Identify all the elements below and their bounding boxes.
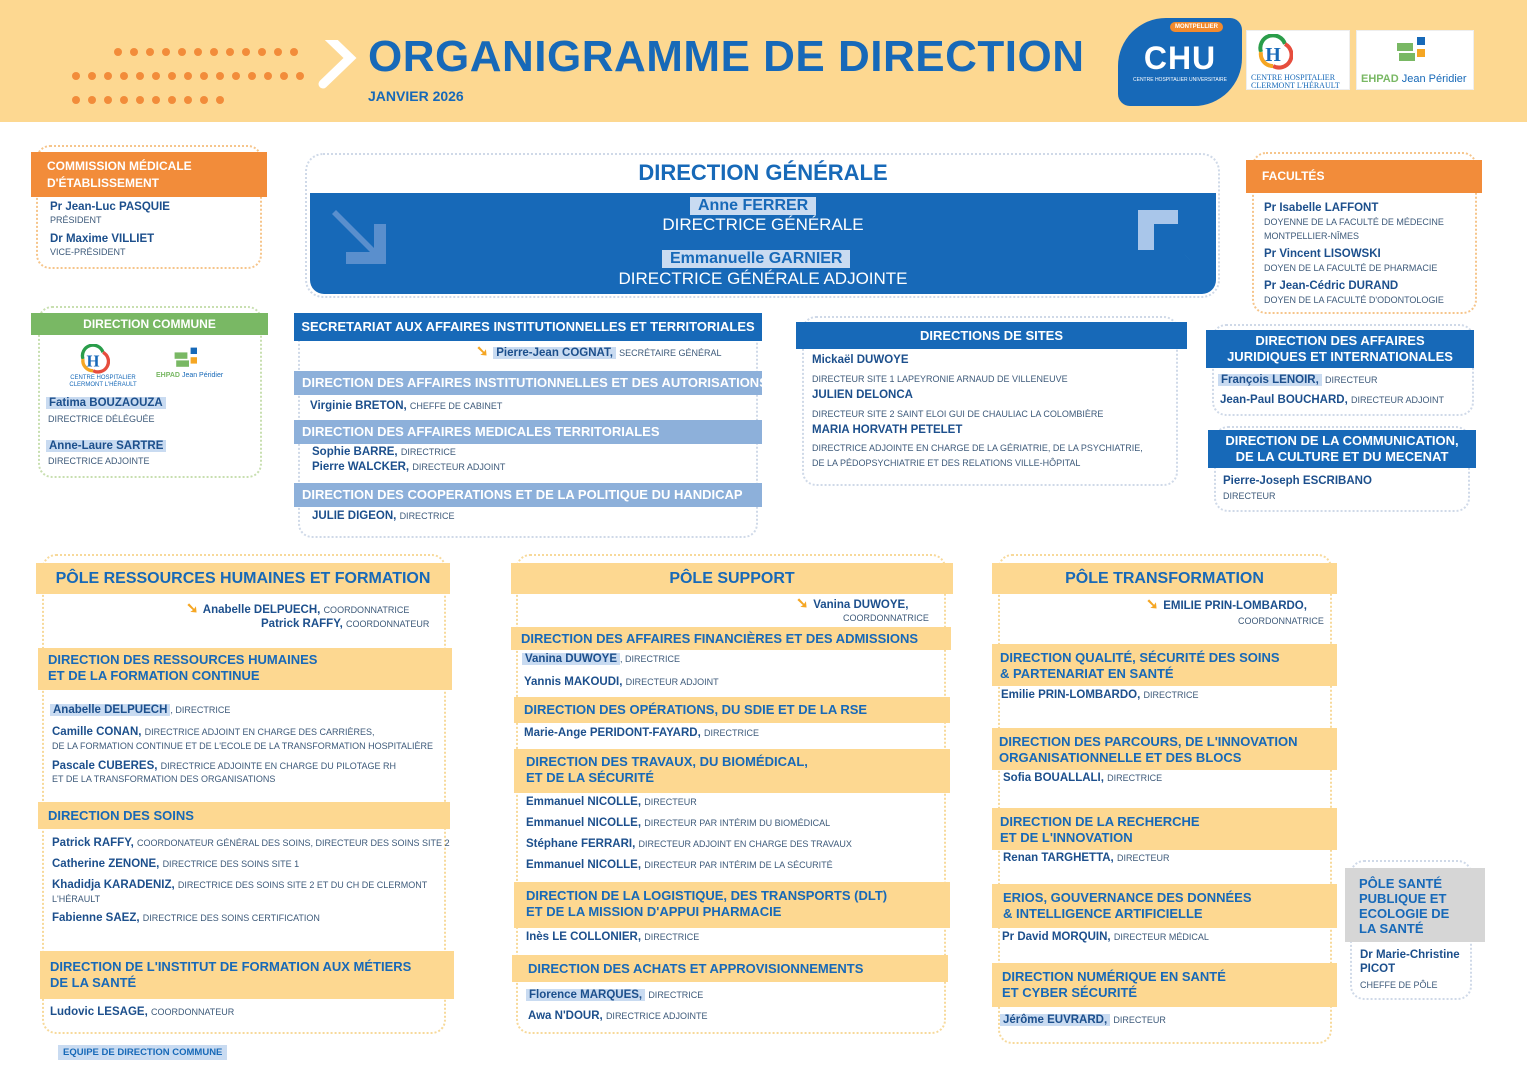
dir-affaires-institutionnelles-header: DIRECTION DES AFFAIRES INSTITUTIONNELLES ET DES AUTORISATIONS: [294, 371, 762, 395]
ehpad-logo-icon: [1395, 35, 1435, 65]
arrow-icon: ➘: [796, 595, 809, 612]
dir-logistique-header: DIRECTION DE LA LOGISTIQUE, DES TRANSPORTS (DLT) ET DE LA MISSION D'APPUI PHARMACIE: [514, 882, 950, 928]
cme-role-2: VICE-PRÉSIDENT: [50, 247, 126, 257]
faculte-person-1: Pr Isabelle LAFFONT: [1264, 202, 1379, 214]
cme-role-1: PRÉSIDENT: [50, 215, 102, 225]
chu-logo: CHU CENTRE HOSPITALIER UNIVERSITAIRE: [1118, 18, 1242, 106]
dir-finances-header: DIRECTION DES AFFAIRES FINANCIÈRES ET DES ADMISSIONS: [511, 627, 951, 650]
arrow-icon: ➘: [1146, 596, 1159, 613]
commune-person-2: Anne-Laure SARTRE: [46, 440, 166, 452]
pole-rh-header: PÔLE RESSOURCES HUMAINES ET FORMATION: [36, 563, 450, 594]
dg-role-2: DIRECTRICE GÉNÉRALE ADJOINTE: [618, 269, 908, 288]
commune-person-1: Fatima BOUZAOUZA: [46, 397, 166, 409]
dir-erios-header: ERIOS, GOUVERNANCE DES DONNÉES & INTELLIGENCE ARTIFICIELLE: [992, 884, 1337, 928]
dir-affaires-medicales-header: DIRECTION DES AFFAIRES MEDICALES TERRITORIALES: [294, 420, 762, 444]
page-date: JANVIER 2026: [368, 88, 464, 104]
header-banner: [0, 0, 1527, 122]
pole-sante-header: PÔLE SANTÉ PUBLIQUE ET ECOLOGIE DE LA SANTÉ: [1345, 868, 1485, 942]
dg-name-2: Emmanuelle GARNIER: [662, 250, 850, 268]
montpellier-badge: MONTPELLIER: [1170, 22, 1223, 32]
pole-transformation-header: PÔLE TRANSFORMATION: [992, 563, 1337, 594]
ch-small-logo-icon: [76, 344, 110, 374]
ehpad-small-logo-icon: [172, 346, 206, 370]
cme-header: COMMISSION MÉDICALE D'ÉTABLISSEMENT: [31, 152, 267, 197]
juridique-header: DIRECTION DES AFFAIRES JURIDIQUES ET INTERNATIONALES: [1206, 330, 1474, 368]
ch-clermont-logo: H CENTRE HOSPITALIER CLERMONT L'HÉRAULT: [1246, 30, 1350, 90]
dir-achats-header: DIRECTION DES ACHATS ET APPROVISIONNEMENTS: [512, 955, 948, 982]
faculte-person-2: Pr Vincent LISOWSKI: [1264, 248, 1381, 260]
communication-header: DIRECTION DE LA COMMUNICATION, DE LA CULTURE ET DU MECENAT: [1208, 430, 1476, 468]
secretariat-header: SECRETARIAT AUX AFFAIRES INSTITUTIONNELLES ET TERRITORIALES: [294, 313, 762, 341]
dg-role-1: DIRECTRICE GÉNÉRALE: [662, 215, 864, 234]
cme-person-1: Pr Jean-Luc PASQUIE: [50, 201, 170, 213]
facultes-header: FACULTÉS: [1246, 160, 1482, 193]
svg-text:H: H: [1265, 44, 1281, 66]
dir-qualite-header: DIRECTION QUALITÉ, SÉCURITÉ DES SOINS & PARTENARIAT EN SANTÉ: [992, 644, 1337, 686]
secretariat-person: ➘ Pierre-Jean COGNAT, SECRÉTAIRE GÉNÉRAL: [476, 343, 722, 360]
arrow-icon: ➘: [186, 600, 199, 617]
dg-name-1: Anne FERRER: [690, 197, 816, 215]
dir-travaux-header: DIRECTION DES TRAVAUX, DU BIOMÉDICAL, ET DE LA SÉCURITÉ: [514, 749, 950, 793]
dir-soins-header: DIRECTION DES SOINS: [38, 802, 450, 829]
sites-header: DIRECTIONS DE SITES: [796, 322, 1187, 349]
pole-support-header: PÔLE SUPPORT: [511, 563, 953, 594]
direction-commune-header: DIRECTION COMMUNE: [31, 313, 268, 335]
arrow-icon: ➘: [476, 343, 489, 360]
dir-operations-header: DIRECTION DES OPÉRATIONS, DU SDIE ET DE LA RSE: [514, 697, 950, 723]
dir-ifms-header: DIRECTION DE L'INSTITUT DE FORMATION AUX MÉTIERS DE LA SANTÉ: [40, 951, 454, 999]
ehpad-logo: EHPAD Jean Péridier: [1356, 30, 1474, 90]
direction-generale-title: DIRECTION GÉNÉRALE: [638, 160, 888, 185]
page-title: ORGANIGRAMME DE DIRECTION: [368, 32, 1085, 81]
decorative-dots-arrow-icon: [68, 40, 358, 110]
dir-cooperations-header: DIRECTION DES COOPERATIONS ET DE LA POLITIQUE DU HANDICAP: [294, 483, 762, 507]
dir-recherche-header: DIRECTION DE LA RECHERCHE ET DE L'INNOVATION: [992, 808, 1337, 850]
svg-text:H: H: [86, 351, 100, 371]
dir-rh-header: DIRECTION DES RESSOURCES HUMAINES ET DE LA FORMATION CONTINUE: [38, 648, 452, 690]
dir-parcours-header: DIRECTION DES PARCOURS, DE L'INNOVATION ORGANISATIONNELLE ET DES BLOCS: [992, 728, 1337, 770]
ch-logo-icon: [1253, 34, 1293, 70]
cme-person-2: Dr Maxime VILLIET: [50, 233, 155, 245]
equipe-direction-commune-label: EQUIPE DE DIRECTION COMMUNE: [58, 1045, 227, 1060]
dir-numerique-header: DIRECTION NUMÉRIQUE EN SANTÉ ET CYBER SÉCURITÉ: [992, 963, 1337, 1007]
faculte-person-3: Pr Jean-Cédric DURAND: [1264, 280, 1399, 292]
